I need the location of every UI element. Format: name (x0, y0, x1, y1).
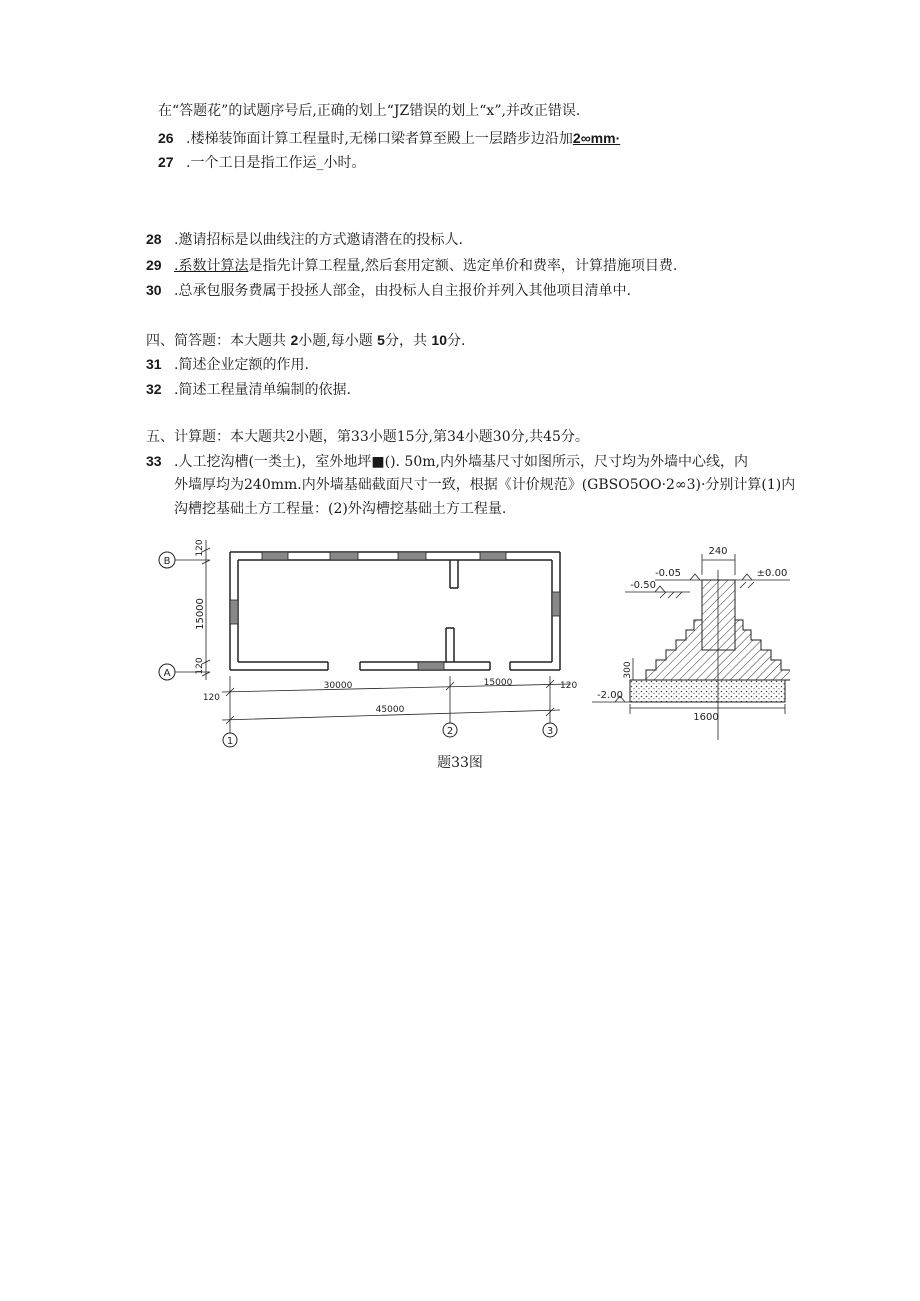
question-number: 32 (146, 381, 162, 397)
question-33-line-2: 外墙厚均为240mm.内外墙基础截面尺寸一致，根据《计价规范》(GBSO5OO·2∞3)·分别计算(1)内 (174, 477, 796, 493)
axis-leaders (175, 560, 550, 733)
question-text: .简述企业定额的作用. (174, 357, 309, 373)
level-zero: ±0.00 (756, 568, 788, 579)
question-27 (158, 152, 365, 173)
heading-number: 2 (290, 332, 299, 348)
question-30 (146, 280, 631, 301)
question-term: .系数计算法 (174, 258, 249, 274)
level-minus-005: -0.05 (655, 568, 681, 579)
question-number: 29 (146, 257, 162, 273)
question-33-line-3: 沟槽挖基础土方工程量：(2)外沟槽挖基础土方工程量. (174, 501, 507, 517)
question-text: .简述工程量清单编制的依据. (174, 382, 351, 398)
heading-number: 5 (377, 332, 385, 348)
question-number: 27 (158, 154, 174, 170)
question-28 (146, 229, 463, 250)
figure-caption: 题33图 (437, 755, 483, 771)
section-4-heading (146, 330, 465, 351)
question-text: .人工挖沟槽(一类土)，室外地坪■(). 50m,内外墙基尺寸如图所示，尺寸均为外墙中心线，内 (174, 454, 748, 470)
windows (230, 552, 560, 670)
horizontal-dimensions (222, 680, 570, 724)
question-number: 26 (158, 130, 174, 146)
question-26 (158, 128, 620, 149)
axis-label-a: A (163, 668, 171, 679)
dim-total-45000: 45000 (375, 705, 405, 715)
question-text: .楼梯装饰面计算工程量时,无梯口梁者算至殿上一层踏步边沿加 (186, 131, 573, 147)
question-number: 28 (146, 231, 162, 247)
axis-label-1: 1 (226, 736, 234, 747)
axis-label-2: 2 (446, 726, 454, 737)
foundation-section (592, 546, 790, 740)
axis-bubbles (159, 552, 557, 747)
foundation-figure (150, 530, 790, 752)
section-width-dim (702, 554, 735, 575)
dim-left-120: 120 (202, 693, 220, 703)
heading-part: 小题,每小题 (298, 333, 373, 349)
wall-stem (702, 580, 735, 650)
question-text: .一个工日是指工作运_小时。 (186, 155, 366, 171)
level-minus-200: -2.00 (597, 690, 623, 701)
dim-240: 240 (708, 546, 728, 557)
outer-walls (230, 552, 560, 670)
axis-label-b: B (163, 556, 171, 567)
question-33-line-1 (146, 451, 748, 472)
dim-1600: 1600 (693, 712, 719, 723)
question-number: 33 (146, 453, 162, 469)
dim-bottom-120: 120 (195, 657, 205, 675)
dim-top-120: 120 (195, 539, 205, 557)
section-5-heading: 五、计算题：本大题共2小题，第33小题15分,第34小题30分,共45分。 (146, 429, 589, 445)
level-minus-050: -0.50 (630, 580, 656, 591)
dim-span-30000: 30000 (323, 681, 353, 691)
axis-label-3: 3 (546, 726, 554, 737)
dim-300: 300 (623, 661, 633, 679)
question-text: 是指先计算工程量,然后套用定额、选定单价和费率，计算措施项目费. (248, 258, 678, 274)
question-31 (146, 354, 309, 375)
question-32 (146, 379, 351, 400)
dim-span-15000: 15000 (483, 678, 513, 688)
instruction-text: 在“答题花”的试题序号后,正确的划上“JZ错误的划上“x”,并改正错误. (158, 103, 581, 119)
question-tail: 2∞mm· (572, 130, 621, 146)
question-number: 30 (146, 282, 162, 298)
heading-part: 四、简答题：本大题共 (146, 333, 286, 349)
dim-height-15000: 15000 (195, 598, 206, 630)
interior-wall (446, 560, 458, 662)
heading-part: 分. (446, 333, 466, 349)
question-text: .总承包服务费属于投拯人部金，由投标人自主报价并列入其他项目清单中. (174, 283, 631, 299)
question-29 (146, 255, 677, 276)
heading-part: 分，共 (384, 333, 427, 349)
heading-number: 10 (431, 332, 447, 348)
question-number: 31 (146, 356, 162, 372)
concrete-base (630, 680, 785, 702)
dim-right-120: 120 (560, 681, 578, 691)
question-text: .邀请招标是以曲线注的方式邀请潜在的投标人. (174, 232, 463, 248)
floor-plan (159, 539, 577, 747)
